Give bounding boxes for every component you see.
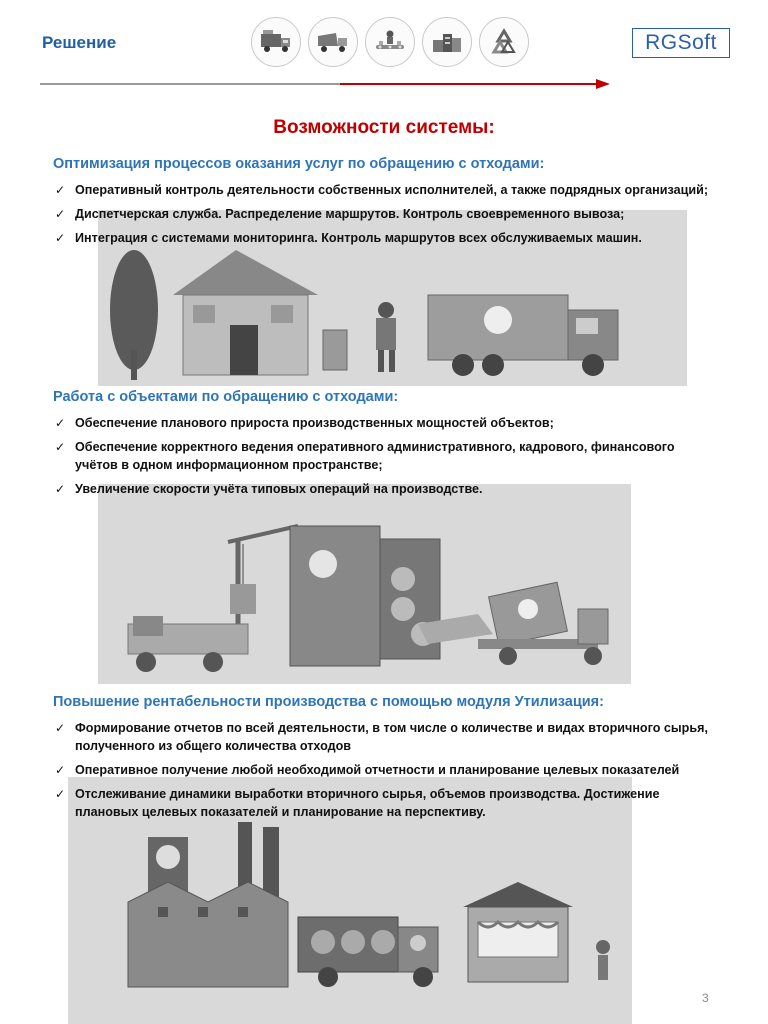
illustration-processing-plant [98, 484, 631, 684]
section-title: Решение [42, 33, 117, 52]
sorting-conveyor-icon [365, 17, 415, 67]
profitability-list [53, 719, 713, 827]
list-item: ✓ Увеличение скорости учёта типовых операций на производстве. [53, 480, 703, 498]
list-item: ✓ Обеспечение планового прироста производственных мощностей объектов; [53, 414, 703, 432]
page-title: Возможности системы: [273, 117, 495, 138]
garbage-truck-icon [251, 17, 301, 67]
recycle-icon [479, 17, 529, 67]
section-heading-optimization: Оптимизация процессов оказания услуг по обращению с отходами: [53, 156, 545, 172]
header-divider [40, 78, 610, 90]
list-item: ✓ Оперативное получение любой необходимой отчетности и планирование целевых показателей [53, 761, 713, 779]
warehouse-icon [422, 17, 472, 67]
objects-list [53, 414, 703, 504]
company-logo: RGSoft [632, 28, 730, 58]
page-number: 3 [702, 991, 709, 1005]
list-item: ✓ Формирование отчетов по всей деятельности, в том числе о количестве и видах вторичного сырья, полученного из общего количества отходов [53, 719, 713, 755]
optimization-list [53, 181, 743, 253]
header-icon-row [251, 17, 529, 67]
section-heading-profitability: Повышение рентабельности производства с помощью модуля Утилизация: [53, 694, 604, 710]
list-item: ✓ Обеспечение корректного ведения оперативного административного, кадрового, финансового учётов в одном информационном пространстве; [53, 438, 703, 474]
list-item: ✓ Отслеживание динамики выработки вторичного сырья, объемов производства. Достижение плановых целевых показателей и планирование на перспективу. [53, 785, 713, 821]
list-item: ✓ Диспетчерская служба. Распределение маршрутов. Контроль своевременного вывоза; [53, 205, 743, 223]
dump-truck-icon [308, 17, 358, 67]
list-item: ✓ Интеграция с системами мониторинга. Контроль маршрутов всех обслуживаемых машин. [53, 229, 743, 247]
section-heading-objects: Работа с объектами по обращению с отходами: [53, 389, 399, 405]
list-item: ✓ Оперативный контроль деятельности собственных исполнителей, а также подрядных организаций; [53, 181, 743, 199]
